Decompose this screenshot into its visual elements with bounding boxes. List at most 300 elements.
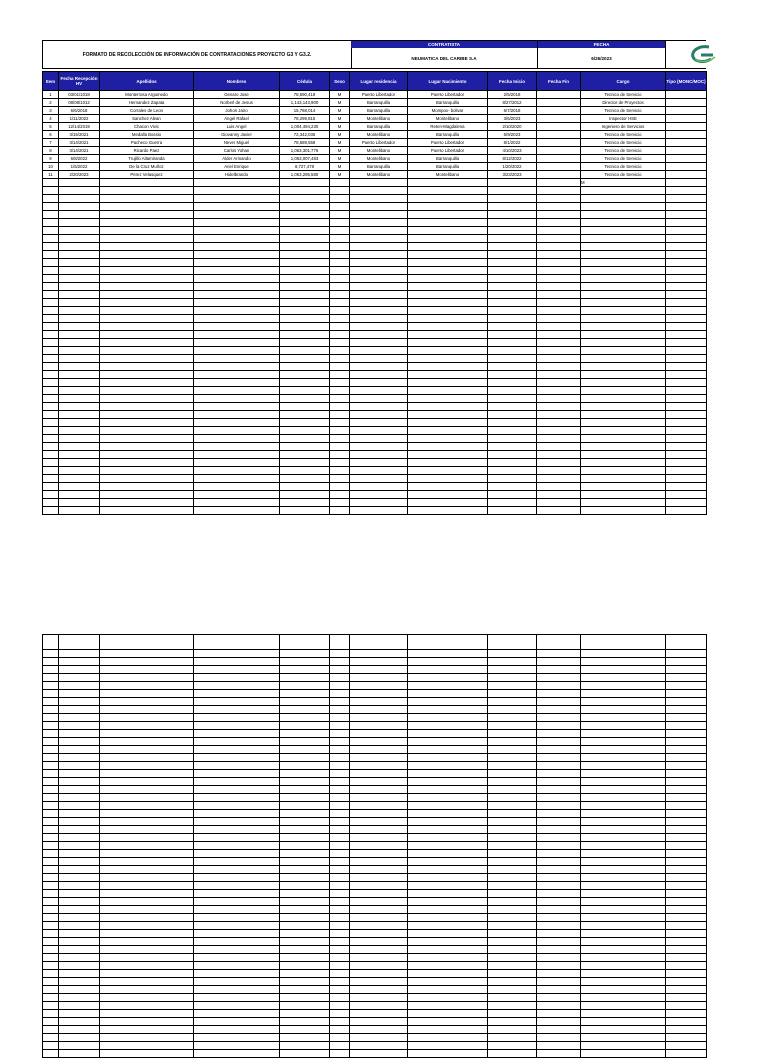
table-cell[interactable]: Tecnico de Servicio <box>581 147 666 155</box>
empty-cell[interactable] <box>194 682 280 690</box>
empty-cell[interactable] <box>537 299 581 307</box>
empty-cell[interactable] <box>100 994 194 1002</box>
empty-cell[interactable] <box>666 810 707 818</box>
empty-cell[interactable] <box>59 235 100 243</box>
empty-cell[interactable] <box>280 467 330 475</box>
empty-cell[interactable] <box>194 499 280 507</box>
empty-cell[interactable] <box>280 826 330 834</box>
empty-cell[interactable] <box>43 235 59 243</box>
empty-cell[interactable] <box>408 866 488 874</box>
empty-cell[interactable] <box>59 435 100 443</box>
empty-cell[interactable] <box>350 762 408 770</box>
empty-cell[interactable] <box>581 962 666 970</box>
empty-cell[interactable] <box>666 730 707 738</box>
empty-cell[interactable] <box>581 714 666 722</box>
empty-cell[interactable] <box>330 986 350 994</box>
table-cell[interactable]: 8,727,478 <box>280 163 330 171</box>
empty-cell[interactable] <box>666 890 707 898</box>
empty-cell[interactable] <box>59 890 100 898</box>
empty-cell[interactable] <box>666 954 707 962</box>
empty-cell[interactable] <box>537 315 581 323</box>
table-cell[interactable]: 3/14/2021 <box>59 147 100 155</box>
empty-cell[interactable] <box>43 802 59 810</box>
empty-cell[interactable] <box>194 770 280 778</box>
empty-cell[interactable] <box>43 475 59 483</box>
empty-cell[interactable] <box>350 994 408 1002</box>
empty-cell[interactable] <box>43 227 59 235</box>
empty-cell[interactable] <box>194 970 280 978</box>
empty-cell[interactable] <box>100 1010 194 1018</box>
empty-cell[interactable] <box>666 1002 707 1010</box>
empty-cell[interactable] <box>100 203 194 211</box>
empty-cell[interactable] <box>350 650 408 658</box>
table-cell[interactable]: Puerto Libertador <box>350 91 408 99</box>
empty-cell[interactable] <box>350 906 408 914</box>
empty-cell[interactable] <box>43 882 59 890</box>
empty-cell[interactable] <box>350 858 408 866</box>
empty-cell[interactable] <box>488 770 537 778</box>
empty-cell[interactable] <box>43 387 59 395</box>
empty-cell[interactable] <box>537 962 581 970</box>
empty-cell[interactable] <box>43 467 59 475</box>
empty-cell[interactable] <box>280 842 330 850</box>
empty-cell[interactable] <box>488 658 537 666</box>
table-cell[interactable]: Never Miguel <box>194 139 280 147</box>
empty-cell[interactable] <box>666 682 707 690</box>
empty-cell[interactable] <box>330 363 350 371</box>
empty-cell[interactable] <box>408 802 488 810</box>
empty-cell[interactable] <box>537 387 581 395</box>
empty-cell[interactable] <box>330 650 350 658</box>
fecha-value[interactable]: 6/26/2023 <box>591 56 612 61</box>
table-cell[interactable]: 1,063,295,580 <box>280 171 330 179</box>
empty-cell[interactable] <box>537 499 581 507</box>
table-cell[interactable]: 1/5/2022 <box>59 163 100 171</box>
table-cell[interactable]: 15,768,014 <box>280 107 330 115</box>
table-cell[interactable] <box>666 139 707 147</box>
empty-cell[interactable] <box>194 754 280 762</box>
empty-cell[interactable] <box>43 898 59 906</box>
empty-cell[interactable] <box>581 922 666 930</box>
empty-cell[interactable] <box>488 451 537 459</box>
empty-cell[interactable] <box>537 331 581 339</box>
empty-cell[interactable] <box>350 443 408 451</box>
empty-cell[interactable] <box>581 395 666 403</box>
empty-cell[interactable] <box>280 874 330 882</box>
empty-cell[interactable] <box>100 475 194 483</box>
empty-cell[interactable] <box>350 315 408 323</box>
empty-cell[interactable] <box>100 802 194 810</box>
empty-cell[interactable] <box>194 938 280 946</box>
empty-cell[interactable] <box>666 970 707 978</box>
table-cell[interactable]: Trujillo Altamiranda <box>100 155 194 163</box>
empty-cell[interactable] <box>666 187 707 195</box>
table-cell[interactable]: Barranquilla <box>350 107 408 115</box>
empty-cell[interactable] <box>350 898 408 906</box>
empty-cell[interactable] <box>100 395 194 403</box>
empty-cell[interactable] <box>488 635 537 650</box>
empty-cell[interactable] <box>666 371 707 379</box>
table-cell[interactable]: 1/20/2022 <box>488 163 537 171</box>
table-cell[interactable] <box>537 179 581 187</box>
empty-cell[interactable] <box>350 778 408 786</box>
empty-cell[interactable] <box>280 650 330 658</box>
empty-cell[interactable] <box>537 778 581 786</box>
empty-cell[interactable] <box>537 762 581 770</box>
empty-cell[interactable] <box>59 666 100 674</box>
empty-cell[interactable] <box>43 1050 59 1058</box>
empty-cell[interactable] <box>581 994 666 1002</box>
empty-cell[interactable] <box>280 898 330 906</box>
table-cell[interactable]: Tecnico de Servicio <box>581 91 666 99</box>
empty-cell[interactable] <box>408 738 488 746</box>
empty-cell[interactable] <box>581 467 666 475</box>
empty-cell[interactable] <box>408 203 488 211</box>
empty-cell[interactable] <box>330 267 350 275</box>
empty-cell[interactable] <box>330 770 350 778</box>
empty-cell[interactable] <box>100 978 194 986</box>
empty-cell[interactable] <box>194 435 280 443</box>
empty-cell[interactable] <box>194 315 280 323</box>
table-cell[interactable]: 2 <box>43 99 59 107</box>
empty-cell[interactable] <box>330 746 350 754</box>
empty-cell[interactable] <box>330 435 350 443</box>
empty-cell[interactable] <box>100 355 194 363</box>
empty-cell[interactable] <box>59 746 100 754</box>
empty-cell[interactable] <box>280 195 330 203</box>
empty-cell[interactable] <box>43 187 59 195</box>
empty-cell[interactable] <box>537 275 581 283</box>
table-cell[interactable] <box>59 179 100 187</box>
empty-cell[interactable] <box>43 842 59 850</box>
empty-cell[interactable] <box>408 1010 488 1018</box>
empty-cell[interactable] <box>280 834 330 842</box>
empty-cell[interactable] <box>59 467 100 475</box>
empty-cell[interactable] <box>408 930 488 938</box>
empty-cell[interactable] <box>280 698 330 706</box>
empty-cell[interactable] <box>59 962 100 970</box>
empty-cell[interactable] <box>537 451 581 459</box>
empty-cell[interactable] <box>350 339 408 347</box>
table-cell[interactable]: Ariel Enrique <box>194 163 280 171</box>
empty-cell[interactable] <box>581 970 666 978</box>
empty-cell[interactable] <box>488 1034 537 1042</box>
empty-cell[interactable] <box>666 922 707 930</box>
empty-cell[interactable] <box>666 507 707 515</box>
empty-cell[interactable] <box>350 1002 408 1010</box>
empty-cell[interactable] <box>280 778 330 786</box>
empty-cell[interactable] <box>408 714 488 722</box>
empty-cell[interactable] <box>488 491 537 499</box>
empty-cell[interactable] <box>488 834 537 842</box>
empty-cell[interactable] <box>43 379 59 387</box>
table-cell[interactable]: 8/27/2012 <box>488 99 537 107</box>
empty-cell[interactable] <box>330 1010 350 1018</box>
empty-cell[interactable] <box>194 810 280 818</box>
empty-cell[interactable] <box>194 922 280 930</box>
empty-cell[interactable] <box>488 387 537 395</box>
empty-cell[interactable] <box>408 1034 488 1042</box>
empty-cell[interactable] <box>488 435 537 443</box>
empty-cell[interactable] <box>581 770 666 778</box>
empty-cell[interactable] <box>581 738 666 746</box>
empty-cell[interactable] <box>537 650 581 658</box>
empty-cell[interactable] <box>100 954 194 962</box>
table-cell[interactable]: Montelibano <box>350 147 408 155</box>
table-cell[interactable]: M <box>330 155 350 163</box>
empty-cell[interactable] <box>43 283 59 291</box>
empty-cell[interactable] <box>581 243 666 251</box>
empty-cell[interactable] <box>330 203 350 211</box>
table-cell[interactable]: Barranquilla <box>350 99 408 107</box>
empty-cell[interactable] <box>666 235 707 243</box>
empty-cell[interactable] <box>43 674 59 682</box>
empty-cell[interactable] <box>59 938 100 946</box>
empty-cell[interactable] <box>100 970 194 978</box>
empty-cell[interactable] <box>43 443 59 451</box>
empty-cell[interactable] <box>537 227 581 235</box>
empty-cell[interactable] <box>537 507 581 515</box>
empty-cell[interactable] <box>43 818 59 826</box>
empty-cell[interactable] <box>100 211 194 219</box>
empty-cell[interactable] <box>59 1050 100 1058</box>
empty-cell[interactable] <box>194 195 280 203</box>
empty-cell[interactable] <box>581 507 666 515</box>
empty-cell[interactable] <box>280 922 330 930</box>
empty-cell[interactable] <box>59 419 100 427</box>
empty-cell[interactable] <box>100 690 194 698</box>
empty-cell[interactable] <box>43 1002 59 1010</box>
empty-cell[interactable] <box>581 307 666 315</box>
empty-cell[interactable] <box>666 243 707 251</box>
table-cell[interactable] <box>666 91 707 99</box>
empty-cell[interactable] <box>43 778 59 786</box>
empty-cell[interactable] <box>280 259 330 267</box>
empty-cell[interactable] <box>666 978 707 986</box>
empty-cell[interactable] <box>350 930 408 938</box>
empty-cell[interactable] <box>666 722 707 730</box>
empty-cell[interactable] <box>280 954 330 962</box>
empty-cell[interactable] <box>330 858 350 866</box>
empty-cell[interactable] <box>43 363 59 371</box>
table-cell[interactable] <box>666 147 707 155</box>
table-cell[interactable]: Johon Jairo <box>194 107 280 115</box>
empty-cell[interactable] <box>43 810 59 818</box>
empty-cell[interactable] <box>488 938 537 946</box>
empty-cell[interactable] <box>408 906 488 914</box>
empty-cell[interactable] <box>488 507 537 515</box>
empty-cell[interactable] <box>581 786 666 794</box>
empty-cell[interactable] <box>330 714 350 722</box>
empty-cell[interactable] <box>280 331 330 339</box>
empty-cell[interactable] <box>59 658 100 666</box>
empty-cell[interactable] <box>330 762 350 770</box>
empty-cell[interactable] <box>408 850 488 858</box>
empty-cell[interactable] <box>666 754 707 762</box>
empty-cell[interactable] <box>408 403 488 411</box>
empty-cell[interactable] <box>100 291 194 299</box>
empty-cell[interactable] <box>194 746 280 754</box>
empty-cell[interactable] <box>100 890 194 898</box>
empty-cell[interactable] <box>666 259 707 267</box>
empty-cell[interactable] <box>330 323 350 331</box>
empty-cell[interactable] <box>43 427 59 435</box>
empty-cell[interactable] <box>194 251 280 259</box>
empty-cell[interactable] <box>280 674 330 682</box>
empty-cell[interactable] <box>280 962 330 970</box>
empty-cell[interactable] <box>488 483 537 491</box>
empty-cell[interactable] <box>408 770 488 778</box>
empty-cell[interactable] <box>408 722 488 730</box>
empty-cell[interactable] <box>194 635 280 650</box>
empty-cell[interactable] <box>330 1018 350 1026</box>
empty-cell[interactable] <box>194 730 280 738</box>
empty-cell[interactable] <box>100 435 194 443</box>
empty-cell[interactable] <box>194 786 280 794</box>
empty-cell[interactable] <box>100 227 194 235</box>
empty-cell[interactable] <box>43 195 59 203</box>
empty-cell[interactable] <box>408 283 488 291</box>
empty-cell[interactable] <box>666 307 707 315</box>
empty-cell[interactable] <box>330 347 350 355</box>
empty-cell[interactable] <box>488 411 537 419</box>
table-cell[interactable]: 1,004,494,230 <box>280 123 330 131</box>
table-cell[interactable]: Montelibano <box>350 171 408 179</box>
empty-cell[interactable] <box>581 674 666 682</box>
empty-cell[interactable] <box>194 898 280 906</box>
empty-cell[interactable] <box>408 794 488 802</box>
empty-cell[interactable] <box>537 267 581 275</box>
empty-cell[interactable] <box>194 323 280 331</box>
empty-cell[interactable] <box>100 387 194 395</box>
empty-cell[interactable] <box>488 379 537 387</box>
empty-cell[interactable] <box>408 499 488 507</box>
table-cell[interactable]: 78,590,419 <box>280 91 330 99</box>
empty-cell[interactable] <box>537 467 581 475</box>
empty-cell[interactable] <box>537 459 581 467</box>
empty-cell[interactable] <box>194 762 280 770</box>
table-cell[interactable]: 2/10/2020 <box>488 123 537 131</box>
table-cell[interactable]: 3/15/2021 <box>59 131 100 139</box>
empty-cell[interactable] <box>666 331 707 339</box>
empty-cell[interactable] <box>488 227 537 235</box>
empty-cell[interactable] <box>100 722 194 730</box>
empty-cell[interactable] <box>581 419 666 427</box>
empty-cell[interactable] <box>330 411 350 419</box>
empty-cell[interactable] <box>194 930 280 938</box>
empty-cell[interactable] <box>581 259 666 267</box>
empty-cell[interactable] <box>537 411 581 419</box>
empty-cell[interactable] <box>488 195 537 203</box>
empty-cell[interactable] <box>666 938 707 946</box>
empty-cell[interactable] <box>330 419 350 427</box>
table-cell[interactable] <box>408 179 488 187</box>
table-cell[interactable]: Tecnico de Servicio <box>581 155 666 163</box>
empty-cell[interactable] <box>330 355 350 363</box>
empty-cell[interactable] <box>537 347 581 355</box>
empty-cell[interactable] <box>280 882 330 890</box>
empty-cell[interactable] <box>488 1050 537 1058</box>
empty-cell[interactable] <box>666 1050 707 1058</box>
empty-cell[interactable] <box>194 395 280 403</box>
empty-cell[interactable] <box>666 339 707 347</box>
empty-cell[interactable] <box>330 802 350 810</box>
empty-cell[interactable] <box>100 483 194 491</box>
empty-cell[interactable] <box>280 986 330 994</box>
empty-cell[interactable] <box>581 635 666 650</box>
empty-cell[interactable] <box>280 475 330 483</box>
table-cell[interactable]: 10 <box>43 163 59 171</box>
empty-cell[interactable] <box>100 443 194 451</box>
empty-cell[interactable] <box>666 866 707 874</box>
empty-cell[interactable] <box>194 187 280 195</box>
empty-cell[interactable] <box>666 778 707 786</box>
empty-cell[interactable] <box>488 874 537 882</box>
empty-cell[interactable] <box>194 1018 280 1026</box>
empty-cell[interactable] <box>350 203 408 211</box>
empty-cell[interactable] <box>330 459 350 467</box>
empty-cell[interactable] <box>43 347 59 355</box>
empty-cell[interactable] <box>59 331 100 339</box>
empty-cell[interactable] <box>43 722 59 730</box>
empty-cell[interactable] <box>330 395 350 403</box>
empty-cell[interactable] <box>194 858 280 866</box>
empty-cell[interactable] <box>280 858 330 866</box>
empty-cell[interactable] <box>666 403 707 411</box>
empty-cell[interactable] <box>581 698 666 706</box>
empty-cell[interactable] <box>350 219 408 227</box>
empty-cell[interactable] <box>537 842 581 850</box>
empty-cell[interactable] <box>350 954 408 962</box>
empty-cell[interactable] <box>488 914 537 922</box>
empty-cell[interactable] <box>59 1018 100 1026</box>
table-cell[interactable]: Chacon Vivic <box>100 123 194 131</box>
empty-cell[interactable] <box>280 658 330 666</box>
empty-cell[interactable] <box>488 706 537 714</box>
empty-cell[interactable] <box>581 331 666 339</box>
empty-cell[interactable] <box>488 475 537 483</box>
empty-cell[interactable] <box>330 962 350 970</box>
empty-cell[interactable] <box>330 1042 350 1050</box>
empty-cell[interactable] <box>330 834 350 842</box>
empty-cell[interactable] <box>666 818 707 826</box>
empty-cell[interactable] <box>537 635 581 650</box>
empty-cell[interactable] <box>408 491 488 499</box>
empty-cell[interactable] <box>537 427 581 435</box>
table-cell[interactable]: 03/01/1018 <box>59 91 100 99</box>
empty-cell[interactable] <box>100 986 194 994</box>
empty-cell[interactable] <box>330 882 350 890</box>
empty-cell[interactable] <box>488 347 537 355</box>
empty-cell[interactable] <box>581 874 666 882</box>
table-cell[interactable]: M <box>330 139 350 147</box>
empty-cell[interactable] <box>666 459 707 467</box>
empty-cell[interactable] <box>488 890 537 898</box>
empty-cell[interactable] <box>666 874 707 882</box>
table-cell[interactable]: Mompox- bolivar <box>408 107 488 115</box>
empty-cell[interactable] <box>488 898 537 906</box>
empty-cell[interactable] <box>330 906 350 914</box>
empty-cell[interactable] <box>581 1050 666 1058</box>
empty-cell[interactable] <box>194 355 280 363</box>
empty-cell[interactable] <box>59 874 100 882</box>
empty-cell[interactable] <box>537 730 581 738</box>
empty-cell[interactable] <box>537 994 581 1002</box>
table-cell[interactable] <box>666 99 707 107</box>
empty-cell[interactable] <box>59 195 100 203</box>
empty-cell[interactable] <box>537 770 581 778</box>
empty-cell[interactable] <box>488 315 537 323</box>
